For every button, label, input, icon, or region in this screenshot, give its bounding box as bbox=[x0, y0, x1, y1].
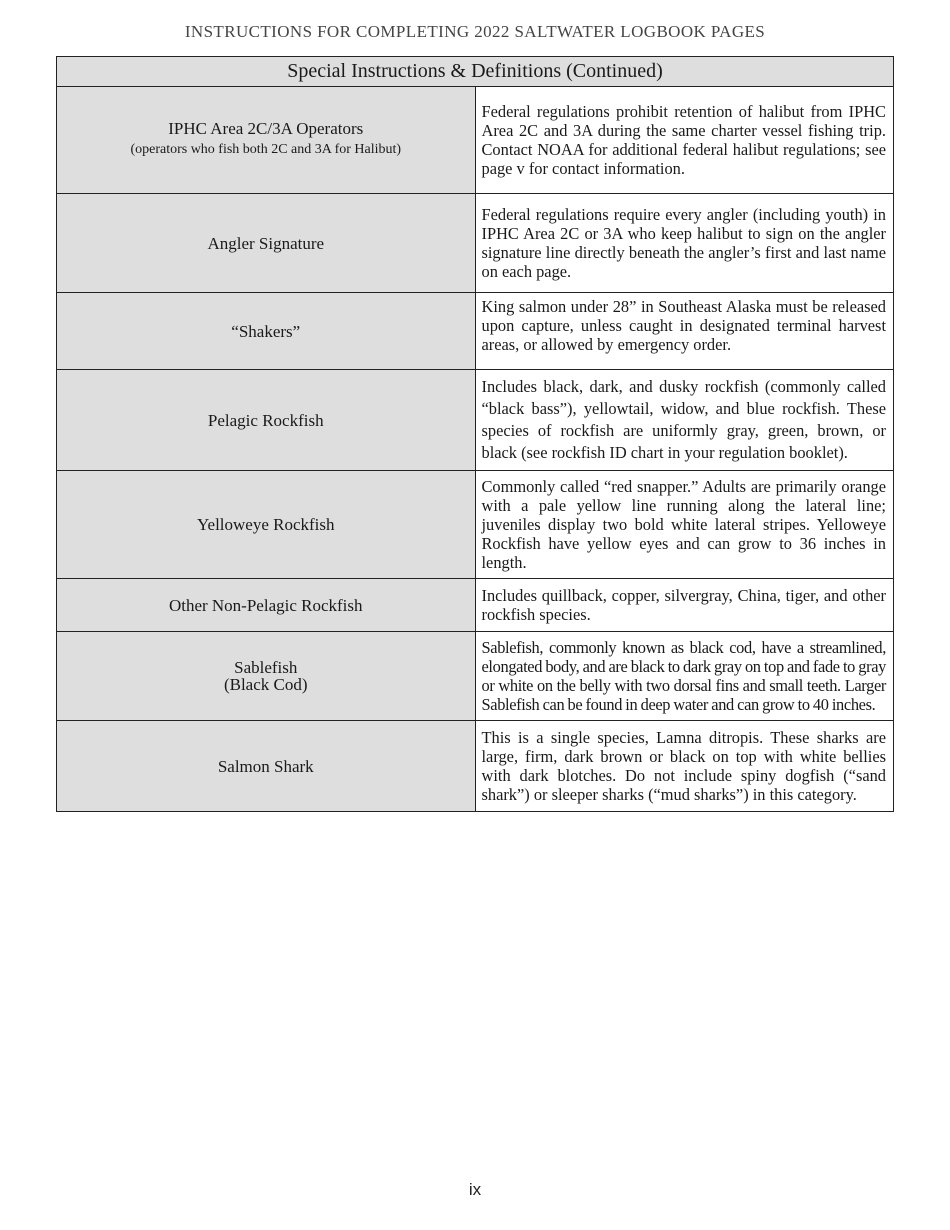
table-row bbox=[57, 579, 894, 632]
definition-cell: Federal regulations require every angler (including youth) in IPHC Area 2C or 3A who keep halibut to sign on the angler signature line directly beneath the angler’s first and last name on each page. bbox=[475, 194, 894, 293]
table-title-row bbox=[57, 57, 894, 87]
table-row bbox=[57, 370, 894, 471]
term-cell: Salmon Shark bbox=[57, 721, 476, 812]
term-cell bbox=[57, 87, 476, 194]
definition-cell: This is a single species, Lamna ditropis. These sharks are large, firm, dark brown or black on top with white bellies with dark blotches. Do not include spiny dogfish (“sand shark”) or sleeper sharks (“mud sharks”) in this category. bbox=[475, 721, 894, 812]
term-cell: Other Non-Pelagic Rockfish bbox=[57, 579, 476, 632]
table-row bbox=[57, 194, 894, 293]
definition-cell: Includes quillback, copper, silvergray, China, tiger, and other rockfish species. bbox=[475, 579, 894, 632]
definition-cell: Federal regulations prohibit retention of halibut from IPHC Area 2C and 3A during the same charter vessel fishing trip. Contact NOAA for additional federal halibut regulations; see page v for contact information. bbox=[475, 87, 894, 194]
definition-cell: King salmon under 28” in Southeast Alaska must be released upon capture, unless caught in designated terminal harvest areas, or allowed by emergency order. bbox=[475, 293, 894, 370]
definition-cell: Commonly called “red snapper.” Adults are primarily orange with a pale yellow line running along the lateral line; juveniles display two bold white lateral stripes. Yelloweye Rockfish have yellow eyes and can grow to 36 inches in length. bbox=[475, 471, 894, 579]
term-label-alt: (Black Cod) bbox=[223, 675, 308, 694]
term-note: (operators who fish both 2C and 3A for Halibut) bbox=[130, 142, 402, 157]
table-row bbox=[57, 293, 894, 370]
page-header: INSTRUCTIONS FOR COMPLETING 2022 SALTWATER LOGBOOK PAGES bbox=[184, 22, 766, 41]
term-cell: Yelloweye Rockfish bbox=[57, 471, 476, 579]
term-cell: “Shakers” bbox=[57, 293, 476, 370]
definition-cell: Includes black, dark, and dusky rockfish (commonly called “black bass”), yellowtail, widow, and blue rockfish. These species of rockfish are uniformly gray, green, brown, or black (see rockfish ID chart in your regulation booklet). bbox=[475, 370, 894, 471]
table-row bbox=[57, 721, 894, 812]
term-cell bbox=[57, 632, 476, 721]
definition-cell: Sablefish, commonly known as black cod, have a streamlined, elongated body, and are black to dark gray on top and fade to gray or white on the belly with two dorsal fins and small teeth. Larger Sablefish can be found in deep water and can grow to 40 inches. bbox=[475, 632, 894, 721]
term-cell: Pelagic Rockfish bbox=[57, 370, 476, 471]
term-label: IPHC Area 2C/3A Operators bbox=[168, 119, 364, 138]
table-row bbox=[57, 87, 894, 194]
term-cell: Angler Signature bbox=[57, 194, 476, 293]
page-number: ix bbox=[468, 1180, 482, 1199]
table-title: Special Instructions & Definitions (Continued) bbox=[57, 57, 894, 87]
table-row bbox=[57, 471, 894, 579]
term-label: Sablefish bbox=[234, 658, 298, 677]
table-row bbox=[57, 632, 894, 721]
definitions-table bbox=[56, 56, 894, 812]
